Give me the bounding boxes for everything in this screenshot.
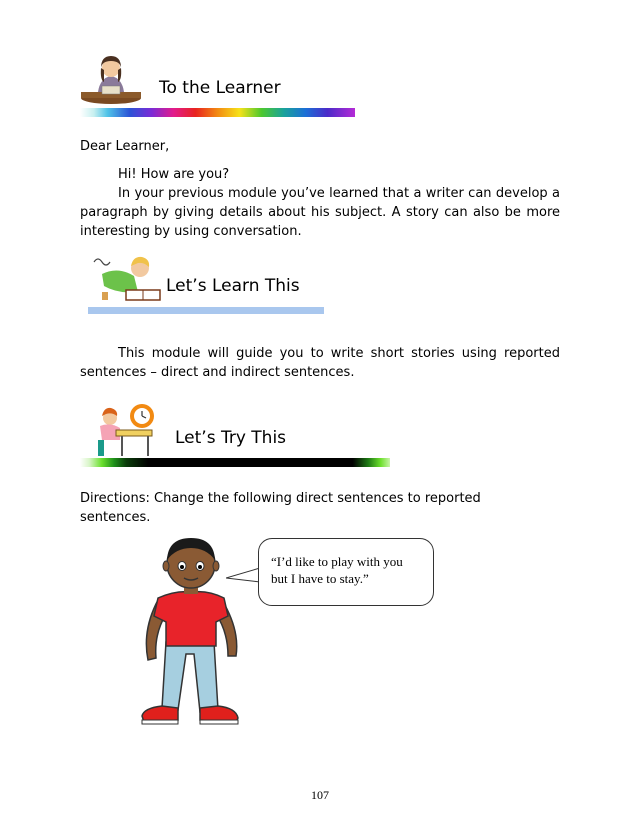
dark-divider: [80, 458, 390, 467]
section-heading-lets-learn-this: Let’s Learn This: [166, 276, 300, 296]
speech-bubble: [258, 538, 434, 606]
writing-girl-illustration: [92, 400, 164, 462]
reading-child-illustration: [88, 252, 168, 312]
page-number: 107: [311, 788, 329, 802]
boy-illustration: [136, 530, 246, 736]
teacher-illustration: [80, 52, 142, 106]
section-heading-to-the-learner: To the Learner: [159, 78, 281, 98]
speech-line-1: “I’d like to play with you: [271, 554, 403, 569]
section-heading-lets-try-this: Let’s Try This: [175, 428, 287, 448]
greeting: Hi! How are you?: [118, 167, 230, 182]
directions: Directions: Change the following direct sentences to reported sentences.: [80, 491, 481, 525]
blue-divider: [88, 307, 324, 314]
rainbow-divider: [80, 108, 355, 117]
speech-bubble-tail: [226, 566, 262, 586]
module-description: This module will guide you to write short stories using reported sentences – direct and indirect sentences.: [80, 346, 560, 380]
intro-paragraph: In your previous module you’ve learned that a writer can develop a paragraph by giving details about his subject. A story can also be more interesting by using conversation.: [80, 186, 560, 239]
salutation: Dear Learner,: [80, 139, 170, 154]
speech-line-2: but I have to stay.”: [271, 571, 369, 586]
